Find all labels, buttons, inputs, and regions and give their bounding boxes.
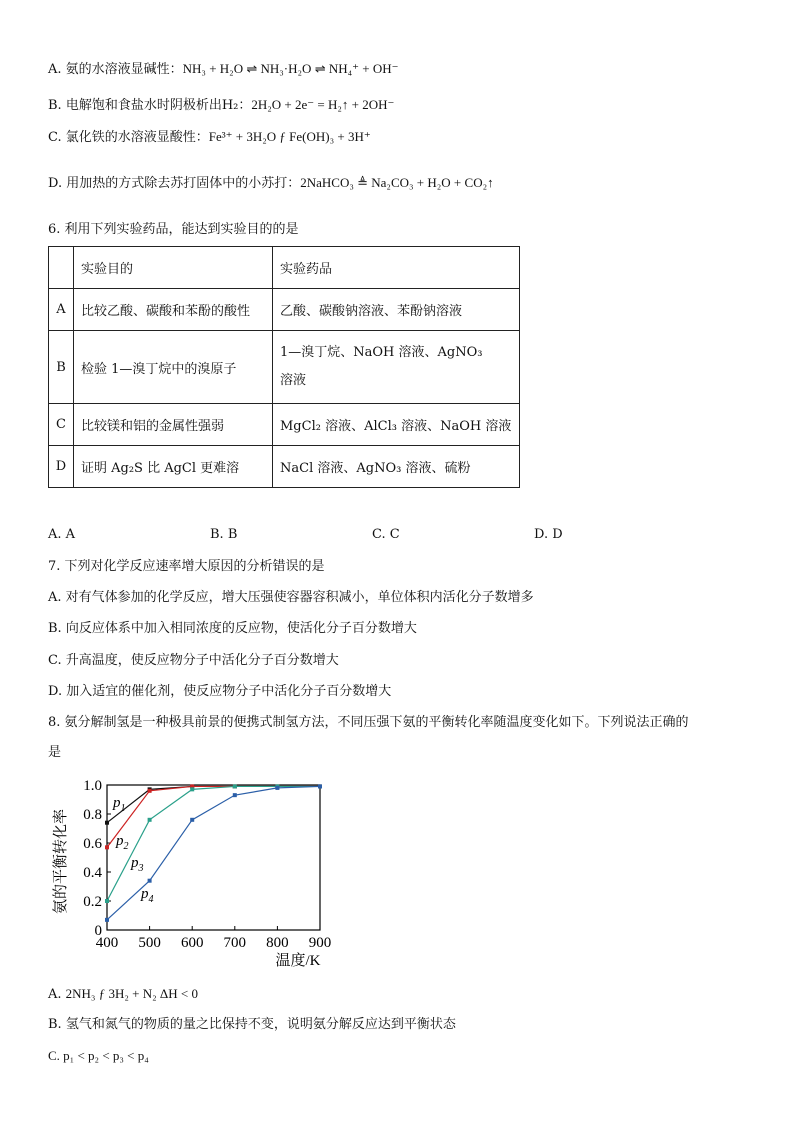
q7-option-c: C. 升高温度，使反应物分子中活化分子百分数增大 [48, 653, 339, 668]
conversion-chart [45, 775, 335, 970]
q7-option-a: A. 对有气体参加的化学反应，增大压强使容器容积减小，单位体积内活化分子数增多 [48, 590, 534, 605]
table-row [49, 289, 520, 331]
table-header-row [49, 247, 520, 289]
row-reagents: 乙酸、碳酸钠溶液、苯酚钠溶液 [273, 289, 520, 331]
q7-stem: 7. 下列对化学反应速率增大原因的分析错误的是 [48, 559, 325, 574]
row-reagents: NaCl 溶液、AgNO₃ 溶液、硫粉 [273, 446, 520, 488]
x-tick-label: 700 [223, 935, 247, 951]
series-line-p3 [107, 786, 320, 901]
q5-option-d [48, 174, 494, 193]
row-key: C [49, 404, 74, 446]
row-goal: 比较镁和铝的金属性强弱 [74, 404, 273, 446]
table-row [49, 404, 520, 446]
q8-stem-line2: 是 [48, 745, 62, 760]
row-key: B [49, 331, 74, 404]
series-label-p2: $p_2$ [116, 833, 129, 852]
y-tick-label: 1.0 [83, 778, 102, 794]
y-tick-label: 0.4 [83, 865, 102, 881]
data-point-p4 [190, 818, 194, 822]
table-header-goal: 实验目的 [74, 247, 273, 289]
q8-option-b: B. 氢气和氮气的物质的量之比保持不变，说明氨分解反应达到平衡状态 [48, 1017, 456, 1032]
data-point-p2 [148, 789, 152, 793]
data-point-p1 [105, 821, 109, 825]
q7-option-d: D. 加入适宜的催化剂，使反应物分子中活化分子百分数增大 [48, 684, 392, 699]
table-row [49, 446, 520, 488]
q8-option-a-formula: 2NH₃ ƒ 3H₂ + N₂ ΔH < 0 [65, 986, 198, 1001]
data-point-p4 [275, 786, 279, 790]
q5-option-b-formula: 2H₂O + 2e⁻ = H₂↑ + 2OH⁻ [251, 97, 395, 112]
q7-option-b: B. 向反应体系中加入相同浓度的反应物，使活化分子百分数增大 [48, 621, 417, 636]
q5-option-c-formula: Fe³⁺ + 3H₂O ƒ Fe(OH)₃ + 3H⁺ [208, 129, 371, 144]
q6-table [48, 246, 520, 488]
row-reagents: 1—溴丁烷、NaOH 溶液、AgNO₃ 溶液 [273, 331, 520, 404]
chart-series [105, 784, 322, 921]
y-tick-label: 0.6 [83, 836, 102, 852]
q6-stem: 6. 利用下列实验药品，能达到实验目的的是 [48, 222, 299, 237]
table-header-key [49, 247, 74, 289]
row-goal: 检验 1—溴丁烷中的溴原子 [74, 331, 273, 404]
row-goal: 证明 Ag₂S 比 AgCl 更难溶 [74, 446, 273, 488]
q5-option-a-text: A. 氨的水溶液显碱性： [48, 62, 183, 77]
q6-option-d: D. D [534, 527, 563, 542]
y-tick-label: 0.8 [83, 807, 102, 823]
q5-option-d-formula: 2NaHCO₃ ≜ Na₂CO₃ + H₂O + CO₂↑ [300, 175, 494, 190]
q5-option-a-formula: NH₃ + H₂O ⇌ NH₃·H₂O ⇌ NH₄⁺ + OH⁻ [182, 61, 399, 76]
x-tick-label: 400 [95, 935, 119, 951]
q5-option-b-text: B. 电解饱和食盐水时阴极析出H₂： [48, 98, 252, 113]
data-point-p4 [233, 793, 237, 797]
q5-option-c [48, 128, 371, 147]
q5-option-a [48, 60, 398, 79]
table-row [49, 331, 520, 404]
q5-option-b [48, 96, 394, 115]
q6-option-c: C. C [372, 527, 400, 542]
x-tick-label: 500 [138, 935, 161, 951]
q8-stem-line1: 8. 氨分解制氢是一种极具前景的便携式制氢方法，不同压强下氨的平衡转化率随温度变化如下。下列说法正确的 [48, 715, 689, 730]
x-axis-label: 温度/K [275, 953, 321, 969]
x-tick-label: 900 [308, 935, 332, 951]
series-line-p4 [107, 786, 320, 919]
data-point-p4 [318, 784, 322, 788]
data-point-p3 [148, 818, 152, 822]
data-point-p3 [190, 787, 194, 791]
data-point-p4 [105, 918, 109, 922]
q8-option-c: C. p₁ < p₂ < p₃ < p₄ [48, 1048, 149, 1063]
q6-option-a: A. A [48, 527, 76, 542]
series-label-p4: $p_4$ [141, 886, 154, 905]
plot-frame [107, 785, 320, 930]
row-goal: 比较乙酸、碳酸和苯酚的酸性 [74, 289, 273, 331]
data-point-p4 [148, 879, 152, 883]
y-tick-label: 0 [94, 923, 102, 939]
q5-option-d-text: D. 用加热的方式除去苏打固体中的小苏打： [48, 176, 301, 191]
row-key: A [49, 289, 74, 331]
q8-option-a-text: A. [48, 987, 66, 1002]
series-label-p3: $p_3$ [131, 855, 144, 874]
q8-option-a [48, 985, 198, 1004]
chart-axes [52, 778, 331, 969]
row-reagents: MgCl₂ 溶液、AlCl₃ 溶液、NaOH 溶液 [273, 404, 520, 446]
y-axis-label: 氨的平衡转化率 [53, 808, 69, 915]
data-point-p3 [105, 899, 109, 903]
data-point-p2 [105, 845, 109, 849]
series-line-p2 [107, 786, 320, 847]
data-point-p3 [233, 784, 237, 788]
row-key: D [49, 446, 74, 488]
x-tick-label: 800 [266, 935, 289, 951]
table-header-reagents: 实验药品 [273, 247, 520, 289]
q5-option-c-text: C. 氯化铁的水溶液显酸性： [48, 130, 209, 145]
series-label-p1: $p_1$ [113, 795, 126, 814]
y-tick-label: 0.2 [83, 894, 102, 910]
x-tick-label: 600 [180, 935, 204, 951]
chart-labels [112, 795, 154, 905]
q6-option-b: B. B [210, 527, 238, 542]
